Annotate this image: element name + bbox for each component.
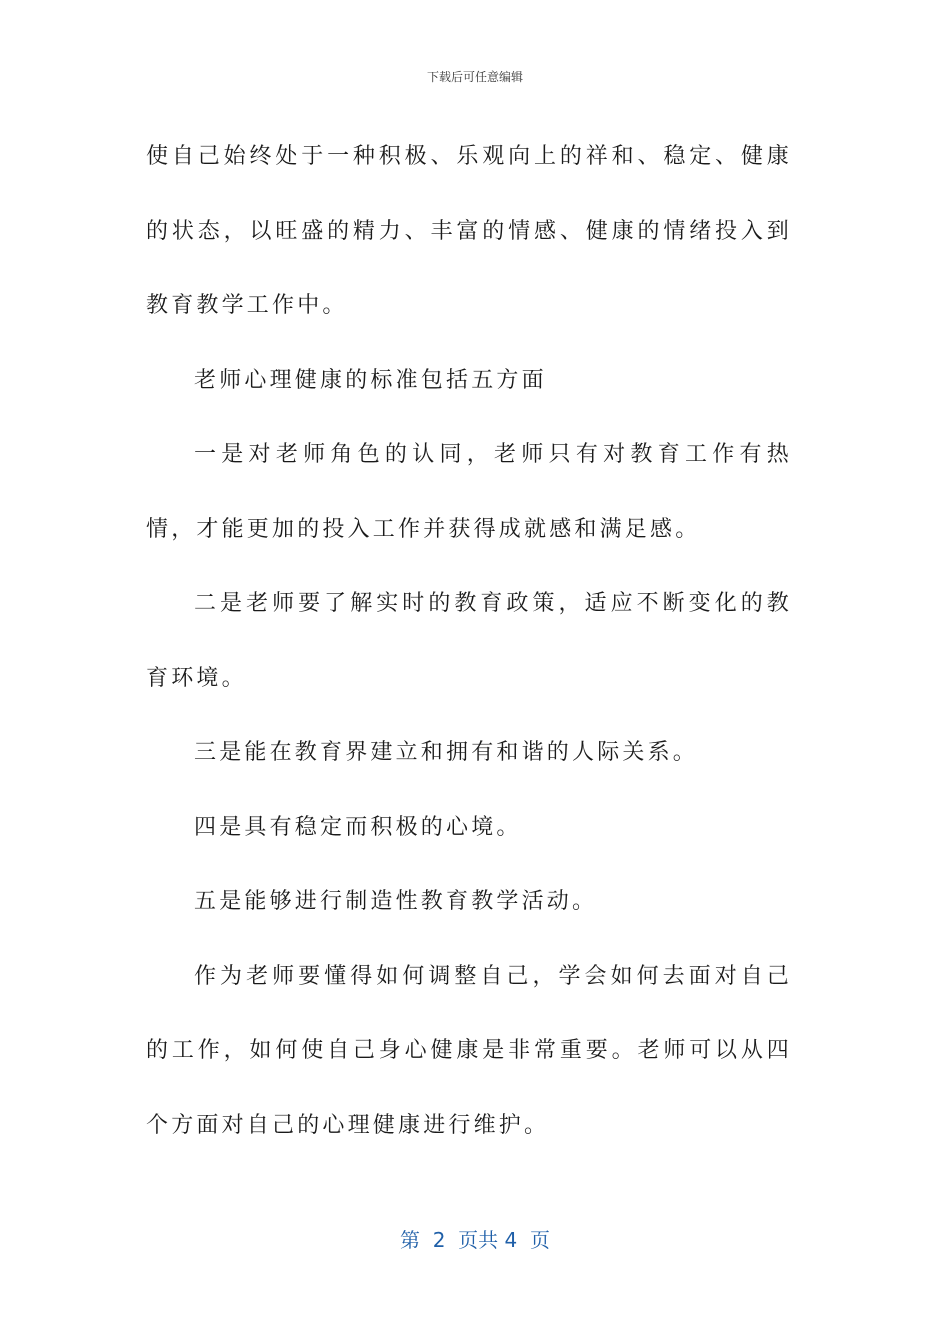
paragraph-point-four: 四是具有稳定而积极的心境。 xyxy=(194,814,522,840)
header-note: 下载后可任意编辑 xyxy=(426,70,523,84)
paragraph-point-three: 三是能在教育界建立和拥有和谐的人际关系。 xyxy=(194,740,699,765)
paragraph-self-adjustment: 作为老师要懂得如何调整自己，学会如何去面对自己的工作，如何使自己身心健康是非常重要。老师可以从四个方面对自己的心理健康进行维护。 xyxy=(146,963,792,1138)
paragraph-standards-heading: 老师心理健康的标准包括五方面 xyxy=(194,367,547,393)
paragraph-continuation: 使自己始终处于一种积极、乐观向上的祥和、稳定、健康的状态，以旺盛的精力、丰富的情感、健康的情绪投入到教育教学工作中。 xyxy=(146,144,792,318)
paragraph-point-five: 五是能够进行制造性教育教学活动。 xyxy=(194,889,598,914)
paragraph-point-one: 一是对老师角色的认同，老师只有对教育工作有热情，才能更加的投入工作并获得成就感和满足感。 xyxy=(146,442,792,542)
page-number: 第 2 页共 4 页 xyxy=(400,1228,550,1252)
paragraph-point-two: 二是老师要了解实时的教育政策，适应不断变化的教育环境。 xyxy=(146,591,792,691)
document-body xyxy=(146,120,792,1163)
